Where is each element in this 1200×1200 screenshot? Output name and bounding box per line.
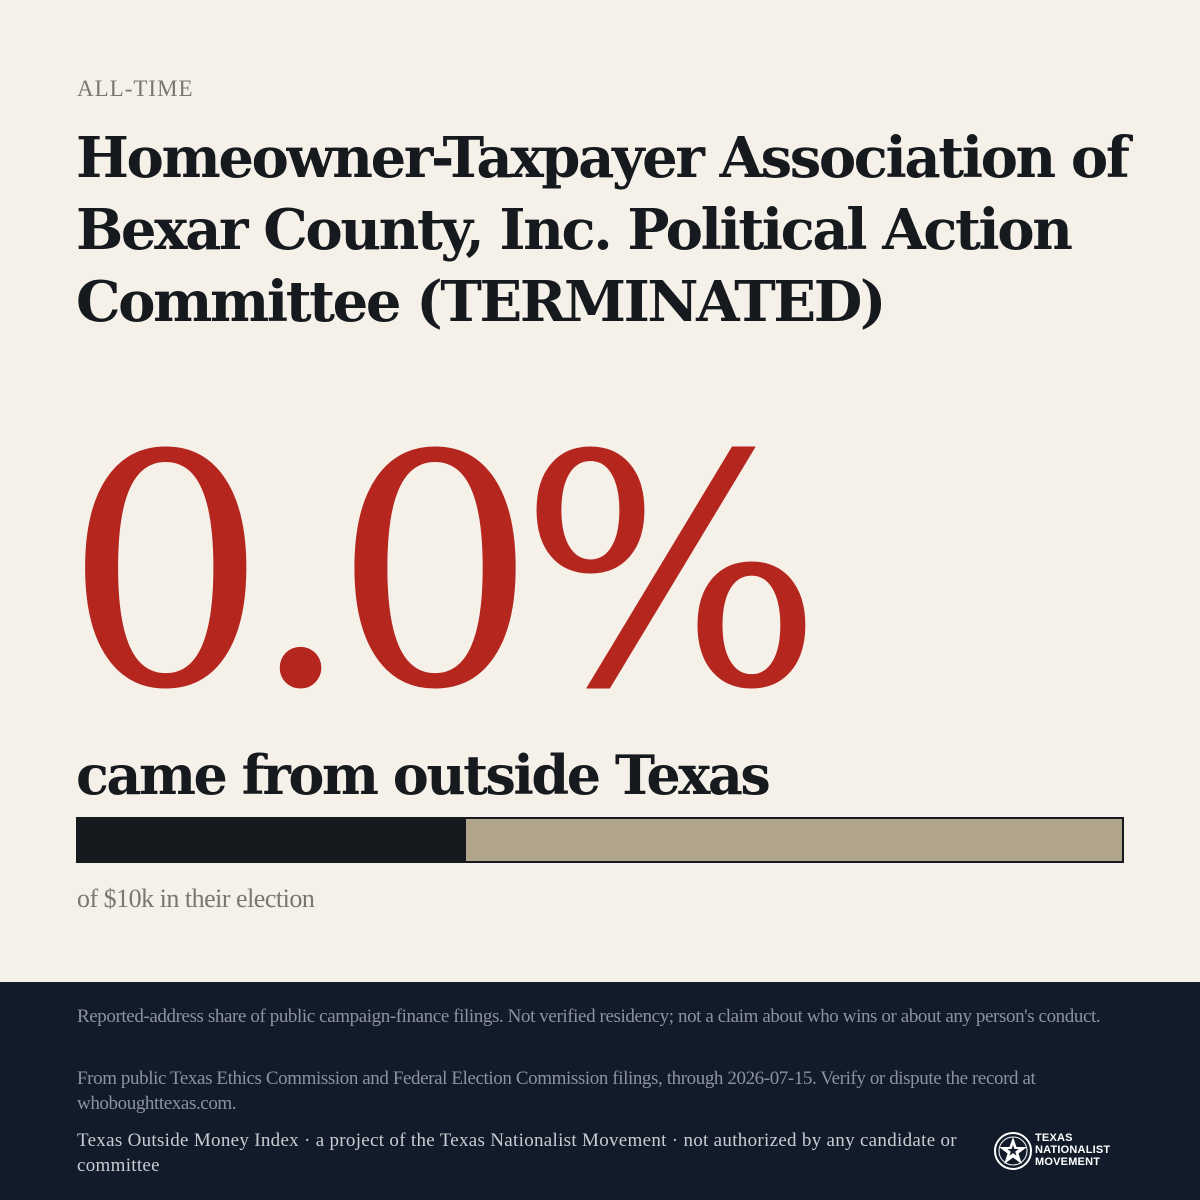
star-seal-icon <box>993 1131 1033 1171</box>
source-text: From public Texas Ethics Commission and Federal Election Commission filings, through 2026-07-15. Verify or dispute the record at whoboughttexas.com. <box>77 1068 1036 1114</box>
footer <box>0 982 1200 1200</box>
logo-wordmark: TEXAS NATIONALIST MOVEMENT <box>1035 1132 1111 1168</box>
committee-name: Homeowner-Taxpayer Association of Bexar County, Inc. Political Action Committee (TERMINATED) <box>76 125 1128 335</box>
outside-share-percent: 0.0% <box>64 388 805 760</box>
period-label: ALL-TIME <box>77 76 194 101</box>
disclaimer-text: Reported-address share of public campaign-finance filings. Not verified residency; not a claim about who wins or about any person's conduct. <box>77 1006 1101 1027</box>
total-amount-note: of $10k in their election <box>77 884 315 913</box>
share-bar-fill <box>78 819 466 861</box>
credit-text: Texas Outside Money Index · a project of the Texas Nationalist Movement · not authorized by any candidate or committee <box>77 1130 957 1176</box>
share-description: came from outside Texas <box>76 743 769 807</box>
share-bar <box>76 817 1124 863</box>
tnm-logo <box>993 1129 1123 1173</box>
